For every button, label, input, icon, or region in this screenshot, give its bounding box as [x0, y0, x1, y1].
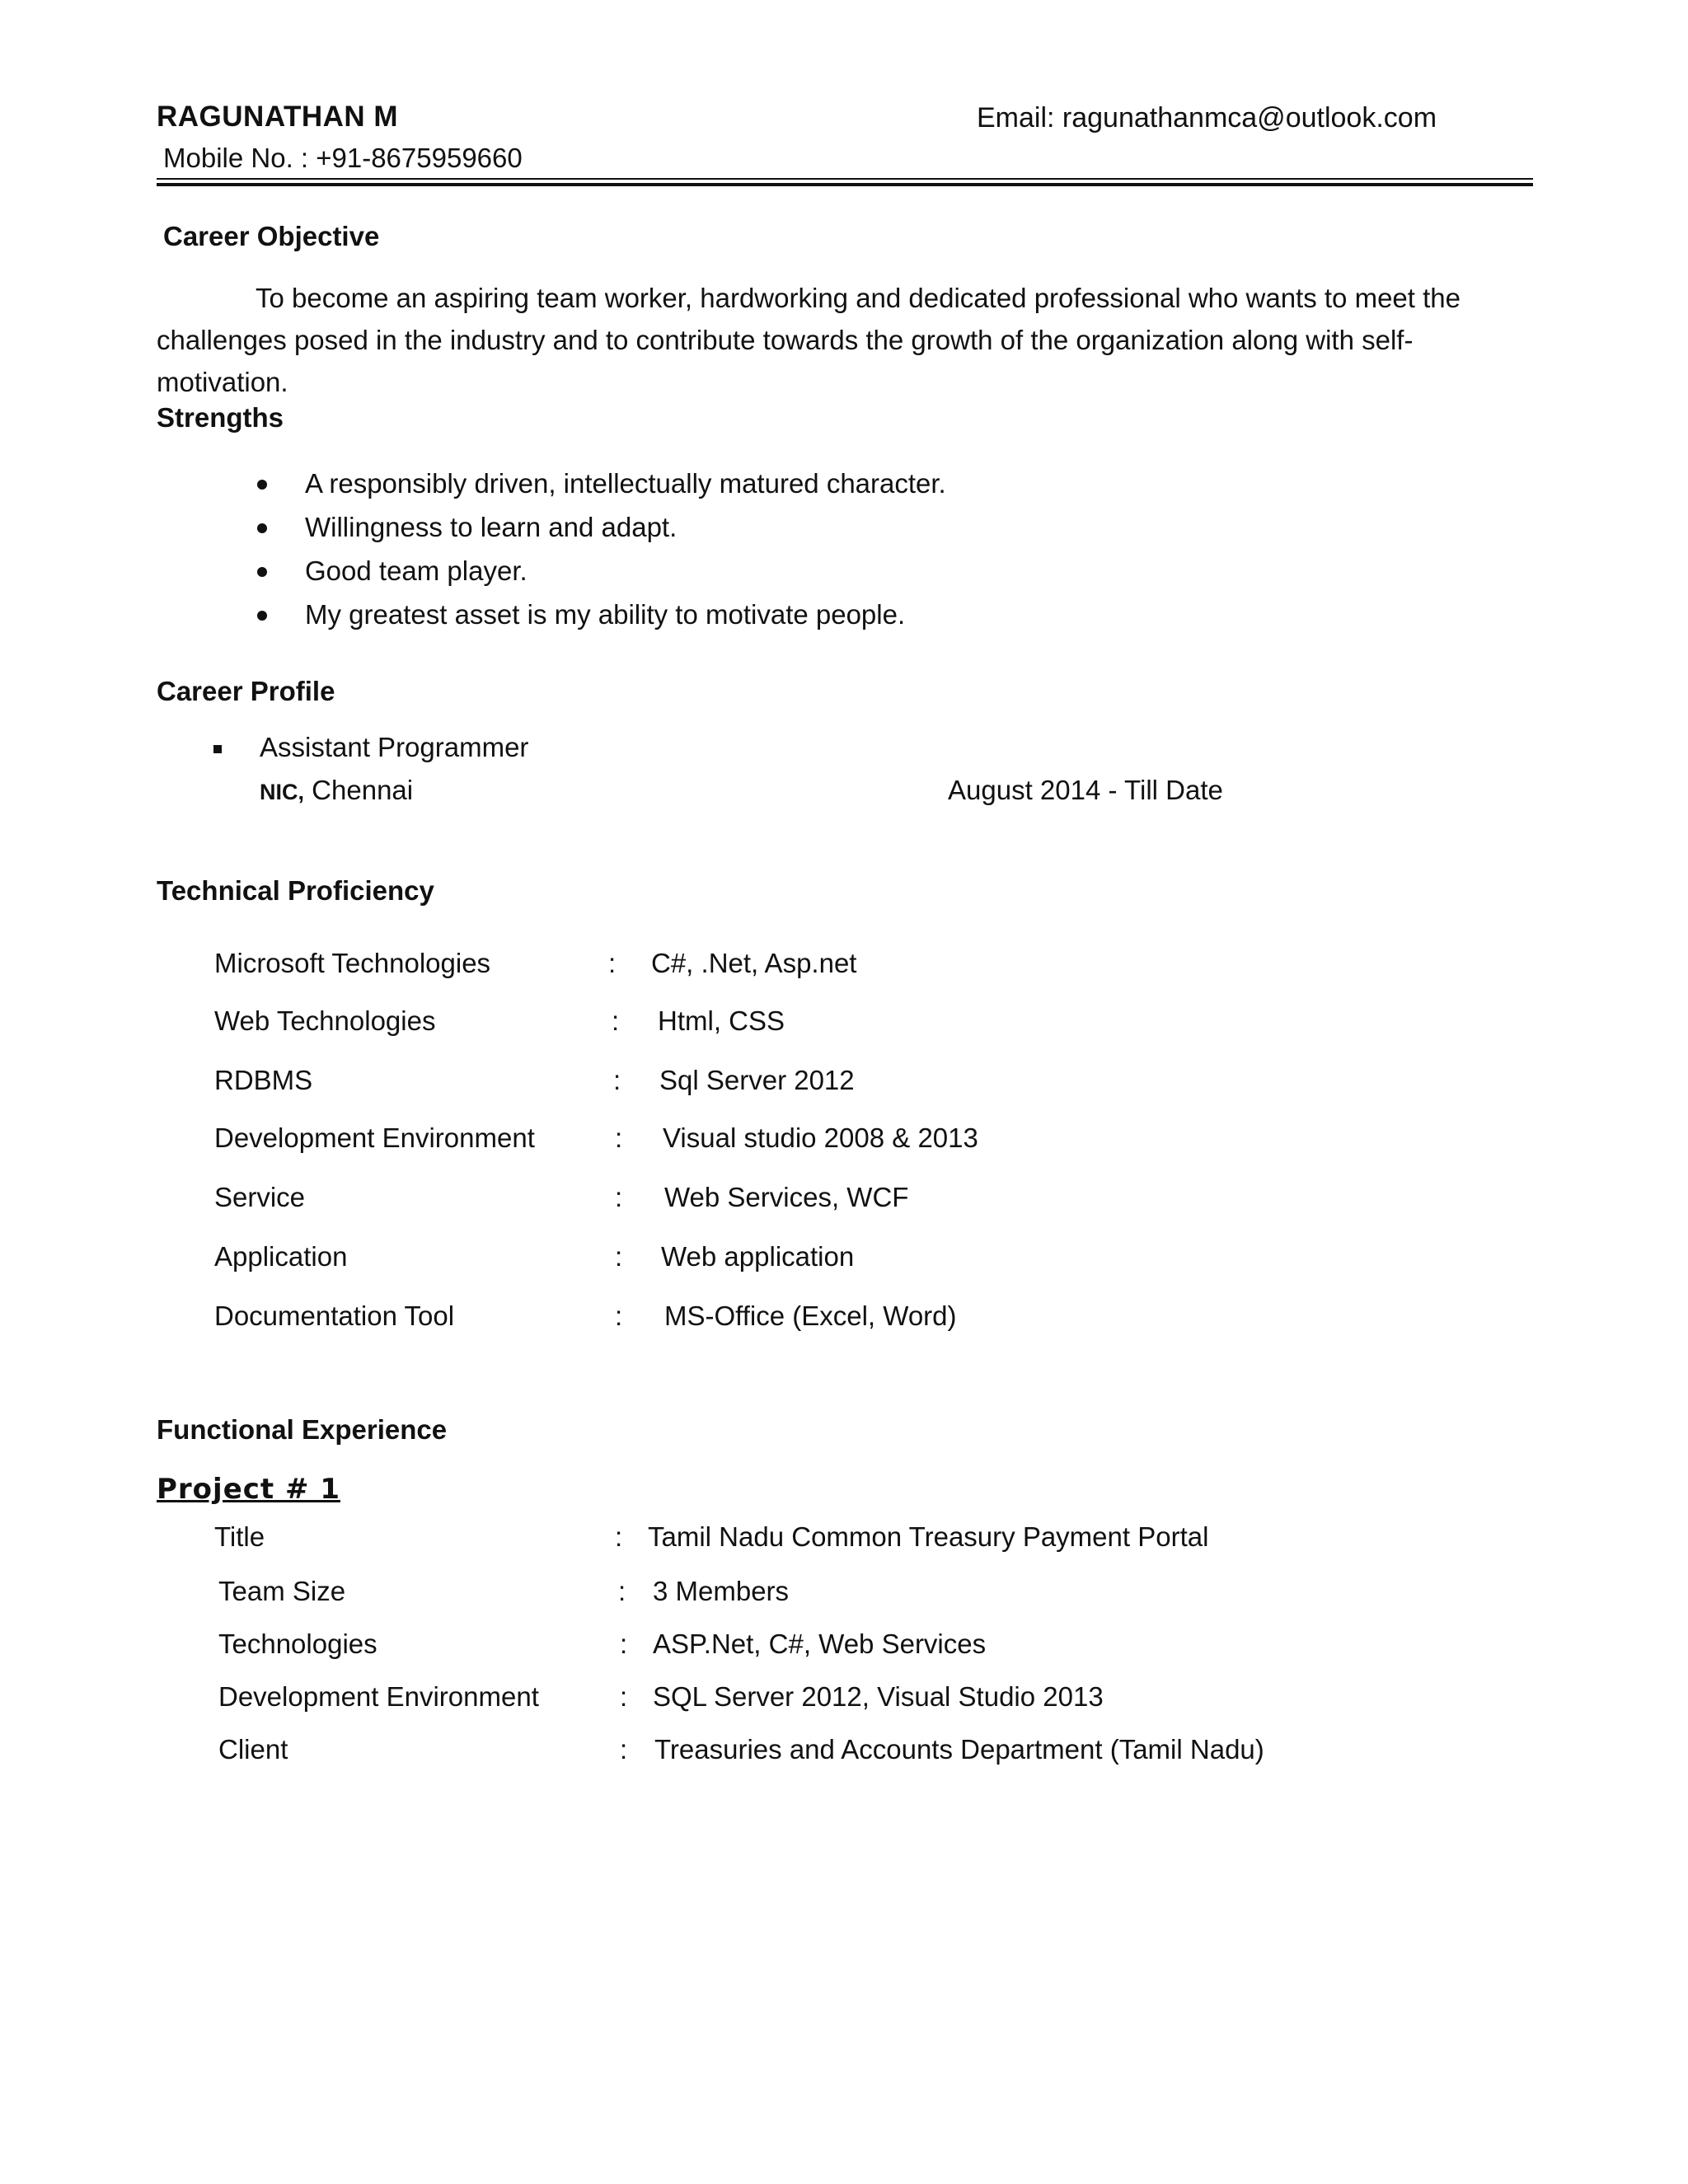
- tech-colon: :: [615, 1182, 623, 1212]
- project-label: Team Size: [218, 1576, 346, 1606]
- candidate-name: RAGUNATHAN M: [157, 101, 399, 133]
- strength-text: My greatest asset is my ability to motivate people.: [305, 599, 906, 630]
- tech-colon: :: [615, 1301, 623, 1331]
- header-divider-thick: [157, 183, 1533, 186]
- project-label: Title: [214, 1521, 265, 1552]
- square-bullet-icon: [213, 745, 222, 753]
- project-label: Development Environment: [218, 1681, 539, 1712]
- career-objective-text: [157, 277, 1541, 403]
- tech-label: Application: [214, 1241, 348, 1272]
- project-colon: :: [620, 1681, 628, 1712]
- tech-value: C#, .Net, Asp.net: [651, 948, 857, 978]
- tech-value: Sql Server 2012: [659, 1065, 855, 1095]
- list-item: [247, 593, 946, 636]
- tech-label: Web Technologies: [214, 1005, 436, 1036]
- strength-text: Good team player.: [305, 555, 528, 586]
- tech-label: Documentation Tool: [214, 1301, 455, 1331]
- tech-colon: :: [615, 1122, 623, 1153]
- tech-colon: :: [613, 1065, 621, 1095]
- project-value: Tamil Nadu Common Treasury Payment Portal: [648, 1521, 1209, 1552]
- mobile-number: Mobile No. : +91-8675959660: [163, 143, 523, 173]
- project-colon: :: [615, 1521, 623, 1552]
- project-value: 3 Members: [653, 1576, 790, 1606]
- list-item: [247, 549, 946, 593]
- job-role: Assistant Programmer: [260, 732, 529, 762]
- project-colon: :: [618, 1576, 626, 1606]
- header-divider-thin: [157, 178, 1533, 180]
- tech-value: Html, CSS: [658, 1005, 785, 1036]
- strength-text: Willingness to learn and adapt.: [305, 512, 678, 542]
- project-value: SQL Server 2012, Visual Studio 2013: [653, 1681, 1104, 1712]
- technical-proficiency-heading: Technical Proficiency: [157, 875, 434, 906]
- tech-colon: :: [608, 948, 617, 978]
- email-address: Email: ragunathanmca@outlook.com: [977, 102, 1437, 134]
- tech-label: Service: [214, 1182, 306, 1212]
- project-label: Client: [218, 1734, 288, 1765]
- bullet-icon: [257, 480, 267, 490]
- project-value: Treasuries and Accounts Department (Tamil Nadu): [654, 1734, 1264, 1765]
- job-period: August 2014 - Till Date: [948, 775, 1223, 805]
- project-colon: :: [620, 1629, 628, 1659]
- bullet-icon: [257, 567, 267, 577]
- career-objective-paragraph: To become an aspiring team worker, hardworking and dedicated professional who wants to meet the challenges posed in the industry and to contribute towards the growth of the organization along with self-motivation.: [157, 283, 1461, 397]
- project-colon: :: [620, 1734, 628, 1765]
- strength-text: A responsibly driven, intellectually matured character.: [305, 468, 946, 499]
- tech-value: Web application: [661, 1241, 855, 1272]
- project-heading: Project # 1: [157, 1473, 340, 1506]
- org-name: NIC,: [260, 780, 304, 804]
- tech-label: RDBMS: [214, 1065, 313, 1095]
- tech-label: Development Environment: [214, 1122, 535, 1153]
- strengths-heading: Strengths: [157, 402, 284, 433]
- project-value: ASP.Net, C#, Web Services: [653, 1629, 987, 1659]
- career-profile-heading: Career Profile: [157, 676, 335, 706]
- functional-experience-heading: Functional Experience: [157, 1414, 448, 1445]
- tech-value: MS-Office (Excel, Word): [664, 1301, 957, 1331]
- career-objective-heading: Career Objective: [163, 221, 380, 251]
- bullet-icon: [257, 611, 267, 621]
- tech-value: Visual studio 2008 & 2013: [663, 1122, 978, 1153]
- tech-label: Microsoft Technologies: [214, 948, 491, 978]
- project-label: Technologies: [218, 1629, 377, 1659]
- tech-value: Web Services, WCF: [664, 1182, 909, 1212]
- strengths-list: [247, 462, 946, 636]
- tech-colon: :: [615, 1241, 623, 1272]
- bullet-icon: [257, 523, 267, 533]
- job-organization: [260, 775, 413, 806]
- list-item: [247, 462, 946, 505]
- org-location: Chennai: [312, 775, 414, 805]
- tech-colon: :: [612, 1005, 620, 1036]
- list-item: [247, 505, 946, 549]
